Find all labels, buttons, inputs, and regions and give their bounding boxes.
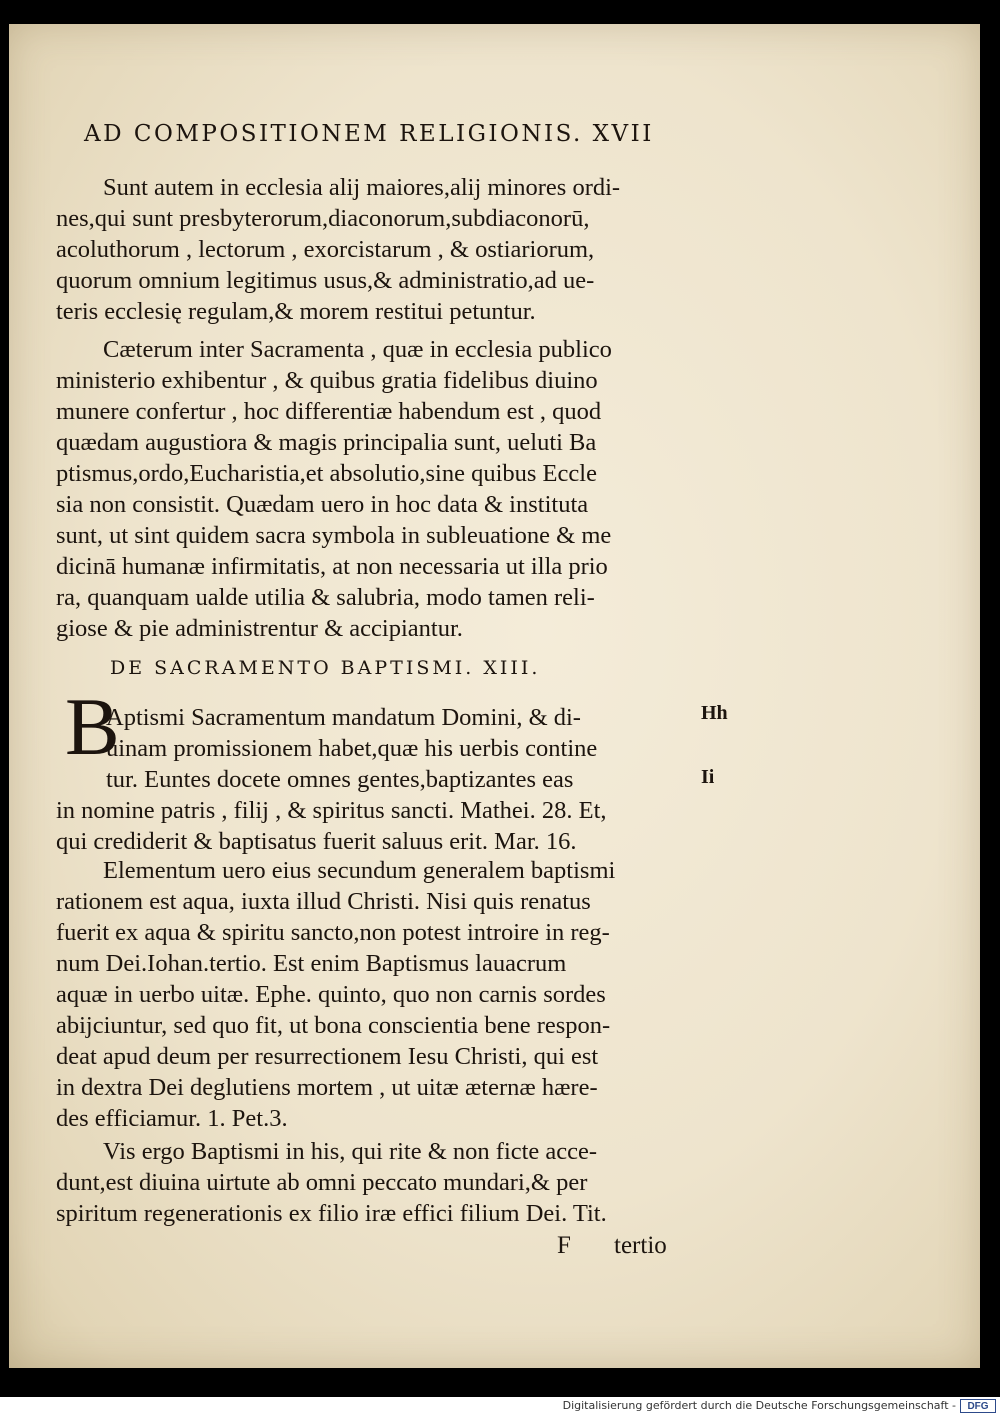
signature-mark: F <box>557 1232 571 1259</box>
paragraph-baptism-mandate <box>56 702 696 857</box>
text-line: fuerit ex aqua & spiritu sancto,non potest introire in reg- <box>56 919 610 946</box>
text-line: quorum omnium legitimus usus,& administratio,ad ue- <box>56 267 595 294</box>
text-line: deat apud deum per resurrectionem Iesu Christi, qui est <box>56 1043 599 1070</box>
text-line: Aptismi Sacramentum mandatum Domini, & di- <box>106 704 581 731</box>
text-line: sunt, ut sint quidem sacra symbola in subleuatione & me <box>56 522 612 549</box>
drop-cap: B <box>65 681 120 772</box>
text-line: rationem est aqua, iuxta illud Christi. Nisi quis renatus <box>56 888 591 915</box>
text-line: dunt,est diuina uirtute ab omni peccato mundari,& per <box>56 1169 588 1196</box>
text-line: ra, quanquam ualde utilia & salubria, modo tamen reli- <box>56 584 595 611</box>
book-page <box>9 24 980 1368</box>
text-line: Elementum uero eius secundum generalem baptismi <box>103 857 616 884</box>
digitization-footer <box>0 1397 1000 1416</box>
text-line: num Dei.Iohan.tertio. Est enim Baptismus lauacrum <box>56 950 567 977</box>
paragraph-sacraments <box>56 334 696 644</box>
text-line: sia non consistit. Quædam uero in hoc data & instituta <box>56 491 589 518</box>
text-line: ministerio exhibentur , & quibus gratia fidelibus diuino <box>56 367 598 394</box>
text-line: giose & pie administrentur & accipiantur. <box>56 615 463 642</box>
text-line: tur. Euntes docete omnes gentes,baptizantes eas <box>106 766 574 793</box>
text-line: Vis ergo Baptismi in his, qui rite & non ficte acce- <box>103 1138 598 1165</box>
catchword: tertio <box>614 1232 667 1259</box>
text-line: in dextra Dei deglutiens mortem , ut uitæ æternæ hære- <box>56 1074 598 1101</box>
text-line: acoluthorum , lectorum , exorcistarum , & ostiariorum, <box>56 236 595 263</box>
paragraph-baptism-element <box>56 855 696 1134</box>
paragraph-baptism-power <box>56 1136 696 1229</box>
text-line: Cæterum inter Sacramenta , quæ in ecclesia publico <box>103 336 612 363</box>
text-line: Sunt autem in ecclesia alij maiores,alij minores ordi- <box>103 174 621 201</box>
text-line: quædam augustiora & magis principalia sunt, ueluti Ba <box>56 429 597 456</box>
text-line: nes,qui sunt presbyterorum,diaconorum,subdiaconorū, <box>56 205 590 232</box>
text-line: in nomine patris , filij , & spiritus sancti. Mathei. 28. Et, <box>56 797 607 824</box>
running-header: AD COMPOSITIONEM RELIGIONIS. XVII <box>84 121 654 147</box>
text-line: abijciuntur, sed quo fit, ut bona conscientia bene respon- <box>56 1012 611 1039</box>
text-line: dicinā humanæ infirmitatis, at non necessaria ut illa prio <box>56 553 608 580</box>
text-line: munere confertur , hoc differentiæ habendum est , quod <box>56 398 602 425</box>
text-line: spiritum regenerationis ex filio iræ effici filium Dei. Tit. <box>56 1200 607 1227</box>
text-line: uinam promissionem habet,quæ his uerbis contine <box>106 735 598 762</box>
text-line: qui crediderit & baptisatus fuerit saluus erit. Mar. 16. <box>56 828 577 855</box>
text-line: teris ecclesię regulam,& morem restitui petuntur. <box>56 298 536 325</box>
text-line: aquæ in uerbo uitæ. Ephe. quinto, quo non carnis sordes <box>56 981 606 1008</box>
funding-credit: Digitalisierung gefördert durch die Deutsche Forschungsgemeinschaft - <box>562 1399 956 1412</box>
margin-note: Hh <box>701 702 728 724</box>
text-line: des efficiamur. 1. Pet.3. <box>56 1105 288 1132</box>
dfg-logo: DFG <box>960 1399 996 1413</box>
text-line: ptismus,ordo,Eucharistia,et absolutio,sine quibus Eccle <box>56 460 597 487</box>
paragraph-orders <box>56 172 696 327</box>
margin-note: Ii <box>701 766 715 788</box>
section-heading: DE SACRAMENTO BAPTISMI. XIII. <box>110 657 541 679</box>
